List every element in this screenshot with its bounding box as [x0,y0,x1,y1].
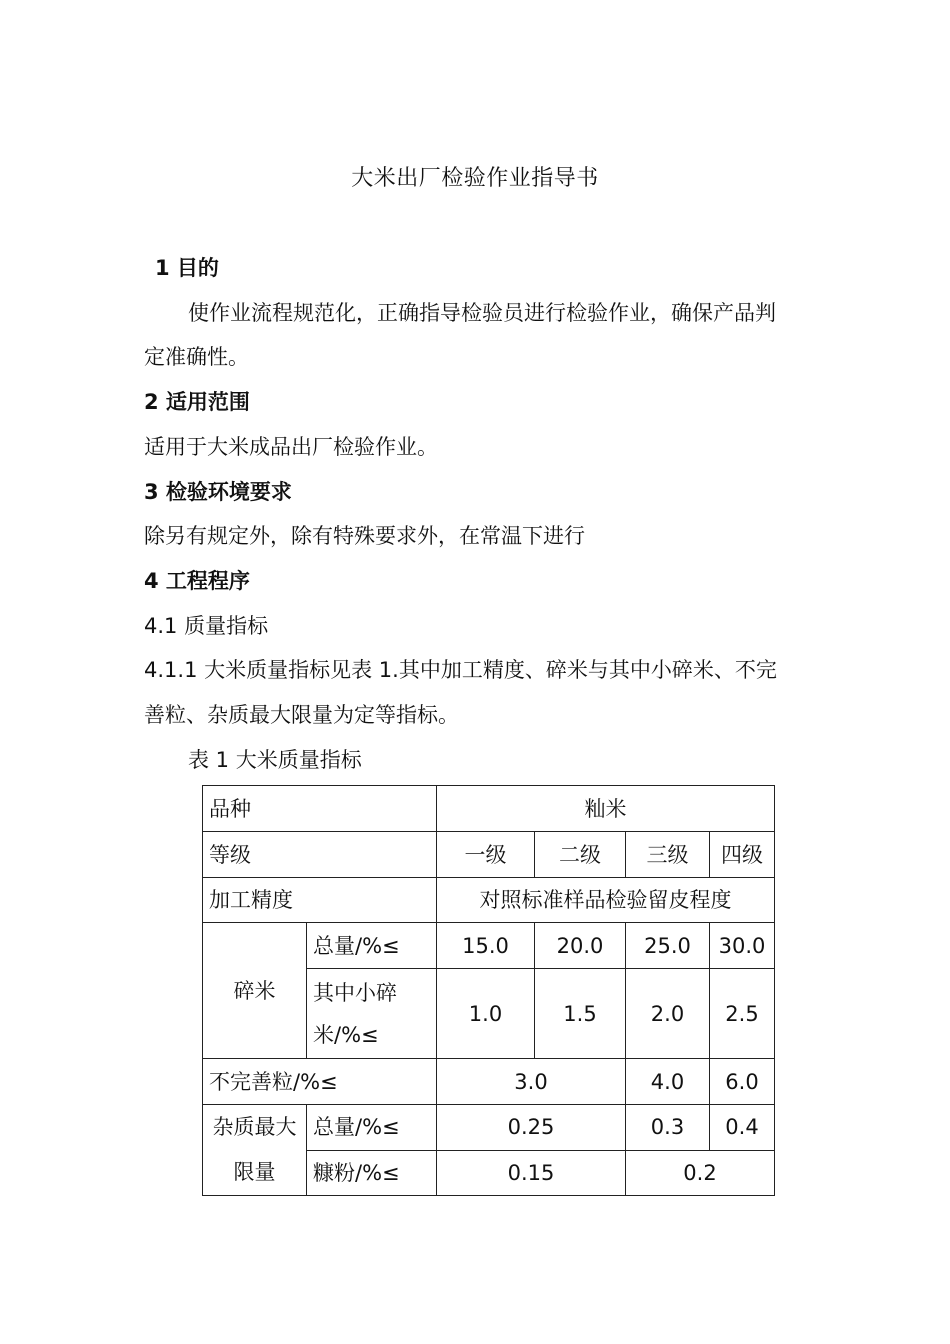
precision-label: 加工精度 [203,878,437,923]
impurity-total-label: 总量/%≤ [307,1105,437,1151]
broken-total-grade-1: 15.0 [437,923,535,969]
rice-quality-table [202,785,775,1196]
imperfect-label: 不完善粒/%≤ [203,1059,437,1105]
impurity-total-grade-1-2: 0.25 [437,1105,626,1151]
table-row [203,923,775,969]
broken-rice-label: 碎米 [203,923,307,1059]
broken-small-grade-1: 1.0 [437,969,535,1059]
broken-small-label: 其中小碎米/%≤ [307,969,437,1059]
broken-total-label: 总量/%≤ [307,923,437,969]
page-title: 大米出厂检验作业指导书 [351,166,599,191]
table-row [203,878,775,923]
variety-value: 籼米 [437,786,775,832]
grade-2: 二级 [535,832,626,878]
grade-4: 四级 [710,832,775,878]
table-row [203,786,775,832]
section-1-heading: 1 目的 [155,256,219,280]
section-3-body: 除另有规定外，除有特殊要求外，在常温下进行 [144,524,585,548]
broken-total-grade-2: 20.0 [535,923,626,969]
imperfect-grade-1-2: 3.0 [437,1059,626,1105]
section-3-heading: 3 检验环境要求 [144,480,292,504]
variety-label: 品种 [203,786,437,832]
table-row [203,1059,775,1105]
section-4-1-heading: 4.1 质量指标 [144,614,269,638]
table-row [203,832,775,878]
section-4-heading: 4 工程程序 [144,569,250,593]
imperfect-grade-3: 4.0 [626,1059,710,1105]
section-2-heading: 2 适用范围 [144,390,250,414]
table-caption: 表 1 大米质量指标 [188,748,362,772]
bran-grade-3-4: 0.2 [626,1150,775,1196]
section-4-1-1-line-1: 4.1.1 大米质量指标见表 1.其中加工精度、碎米与其中小碎米、不完 [144,658,777,682]
grade-label: 等级 [203,832,437,878]
impurity-label: 杂质最大限量 [203,1105,307,1196]
bran-grade-1-2: 0.15 [437,1150,626,1196]
section-1-body-line-1: 使作业流程规范化，正确指导检验员进行检验作业，确保产品判 [188,301,776,325]
section-1-body-line-2: 定准确性。 [144,345,249,369]
broken-small-grade-2: 1.5 [535,969,626,1059]
section-4-1-1-line-2: 善粒、杂质最大限量为定等指标。 [144,703,459,727]
imperfect-grade-4: 6.0 [710,1059,775,1105]
impurity-total-grade-4: 0.4 [710,1105,775,1151]
grade-1: 一级 [437,832,535,878]
bran-label: 糠粉/%≤ [307,1150,437,1196]
section-2-body: 适用于大米成品出厂检验作业。 [144,435,438,459]
precision-value: 对照标准样品检验留皮程度 [437,878,775,923]
broken-small-grade-4: 2.5 [710,969,775,1059]
impurity-total-grade-3: 0.3 [626,1105,710,1151]
table-row [203,1105,775,1151]
broken-small-grade-3: 2.0 [626,969,710,1059]
grade-3: 三级 [626,832,710,878]
broken-total-grade-4: 30.0 [710,923,775,969]
broken-total-grade-3: 25.0 [626,923,710,969]
